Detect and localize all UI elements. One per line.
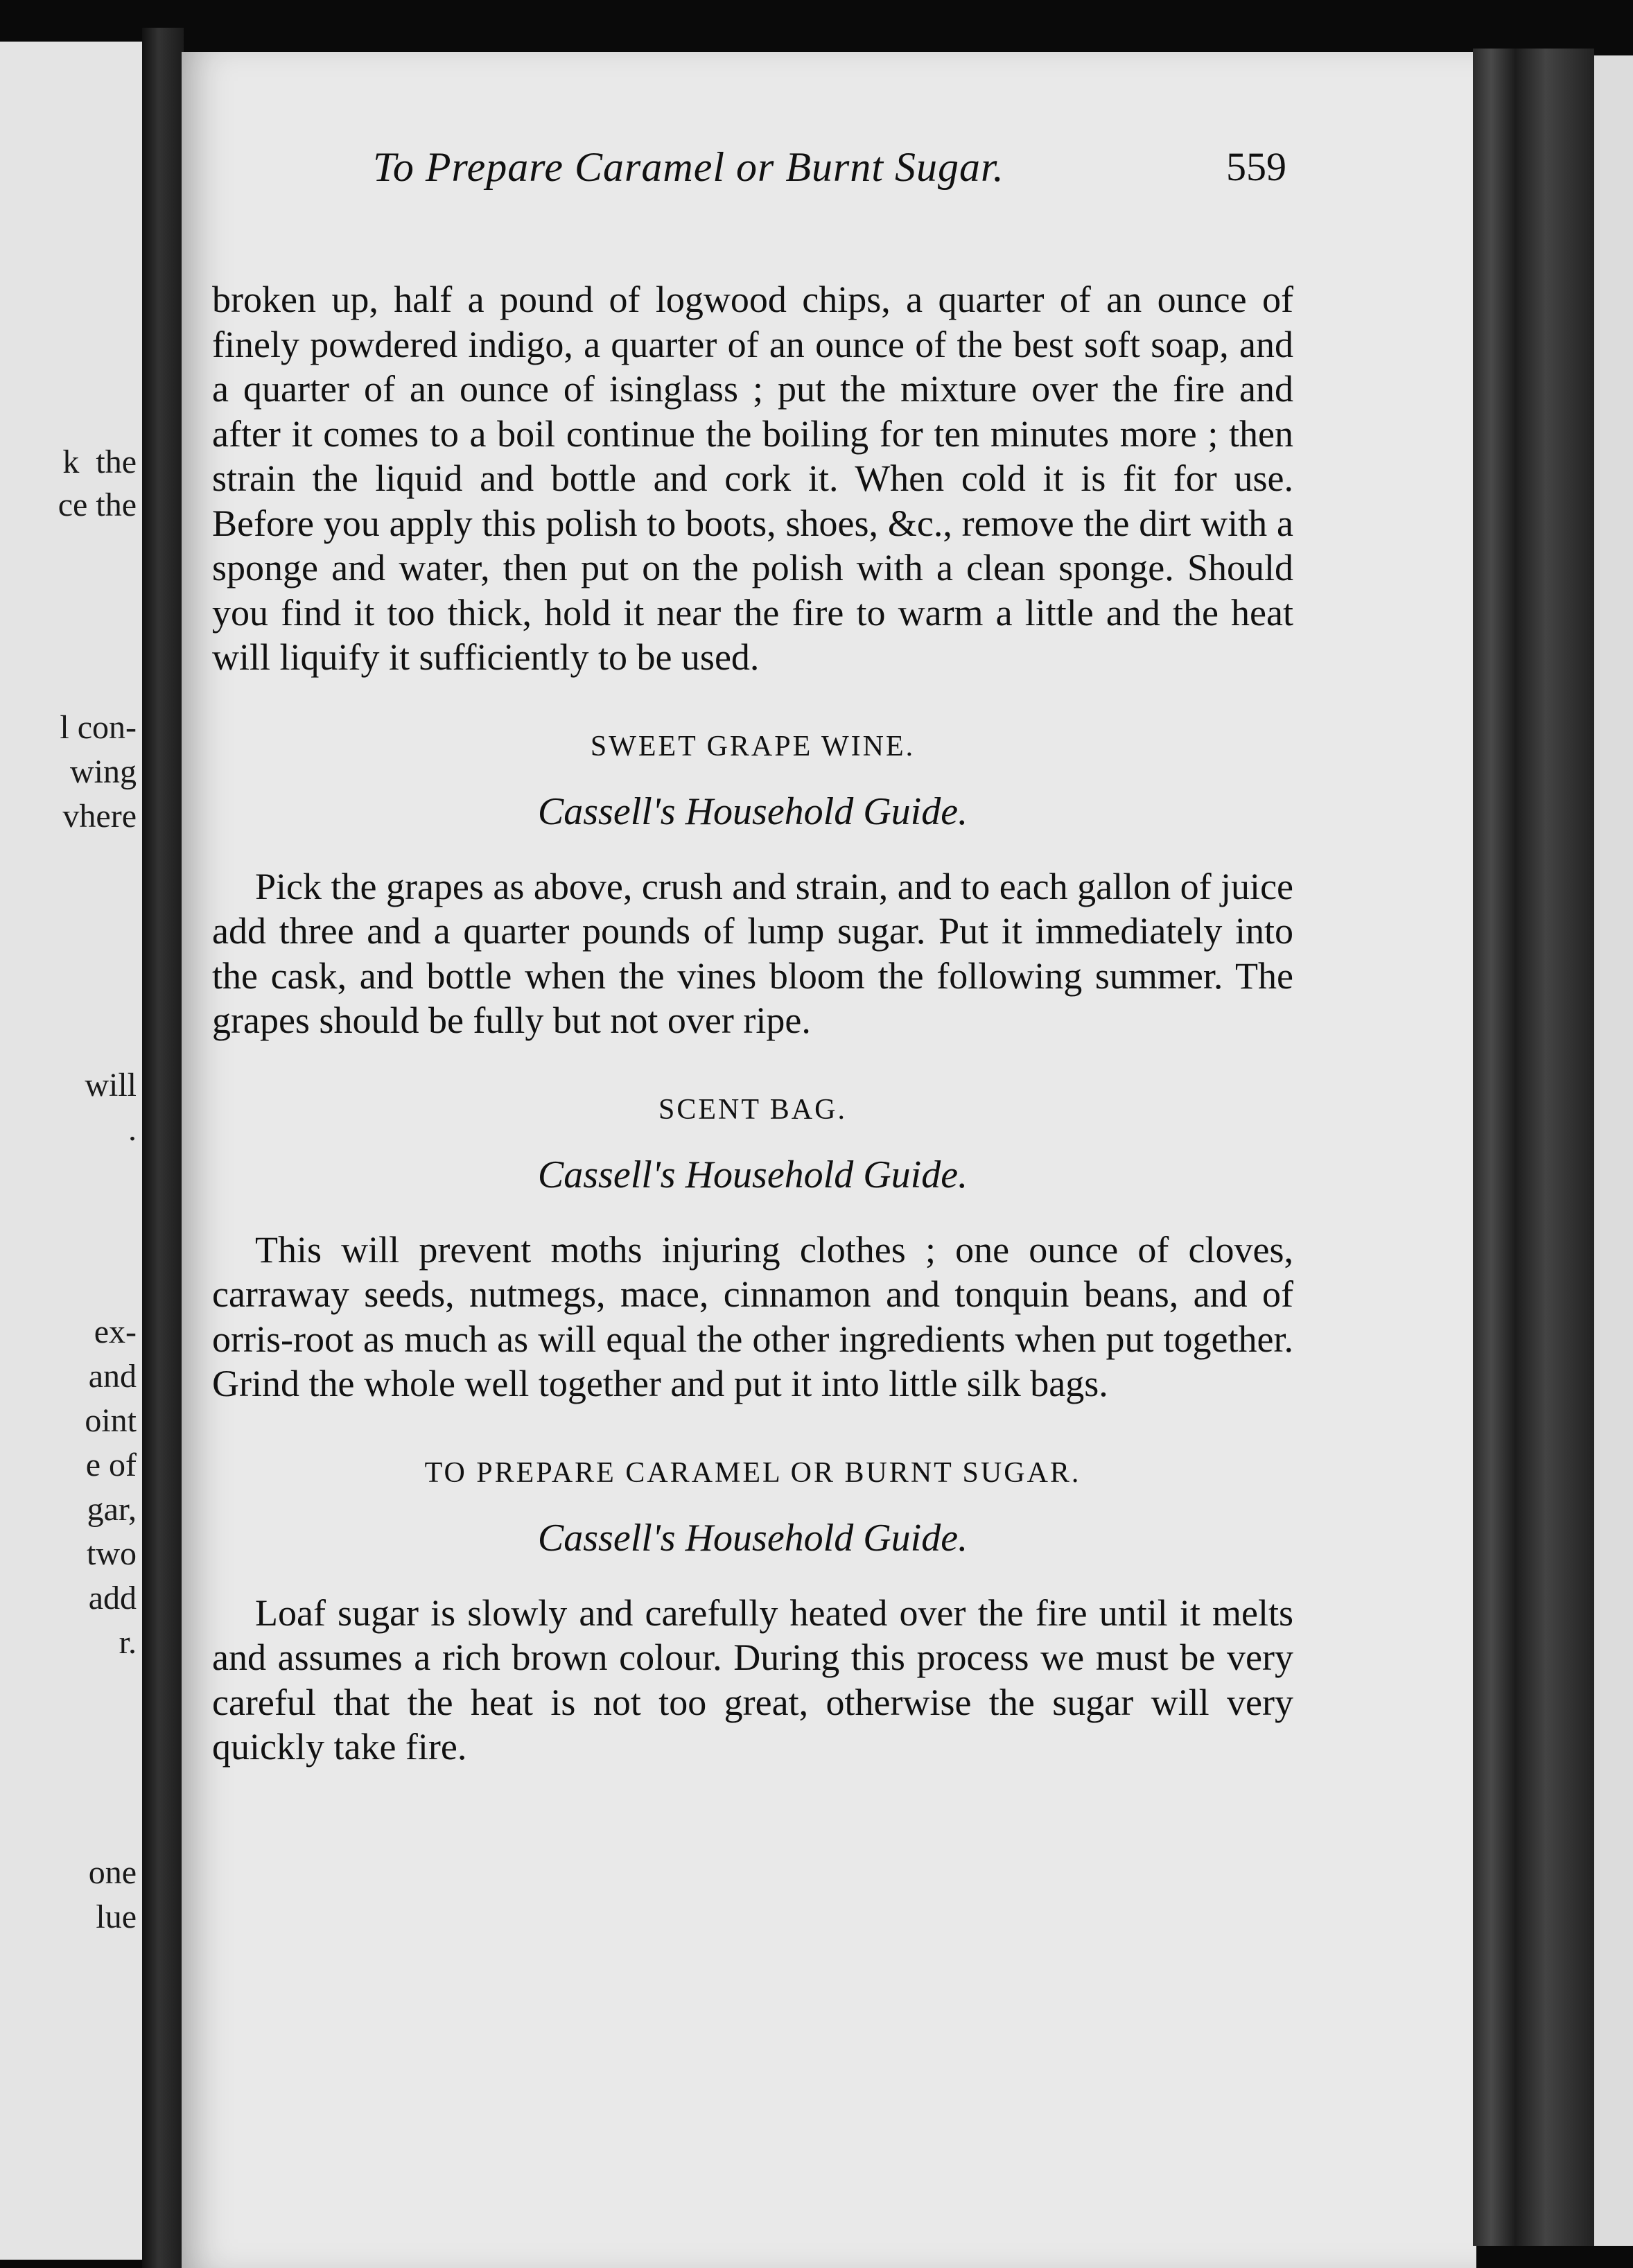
facing-page-line: lue: [96, 1899, 137, 1935]
facing-page-fragment: [0, 42, 149, 2260]
recipe-heading: SWEET GRAPE WINE.: [590, 730, 916, 762]
recipe-section: [212, 1452, 1293, 1770]
running-title: To Prepare Caramel or Burnt Sugar.: [373, 144, 1004, 190]
recipe-source: Cassell's Household Guide.: [537, 1153, 968, 1196]
facing-page-line: one: [88, 1854, 137, 1891]
book-gutter: [142, 28, 184, 2268]
page-number: 559: [1226, 144, 1286, 189]
facing-page-line: two: [87, 1535, 137, 1572]
recipe-heading: SCENT BAG.: [658, 1093, 847, 1126]
facing-page-line: will: [85, 1067, 137, 1104]
recipe-text: This will prevent moths injuring clothes ; one ounce of cloves, carraway seeds, nutmegs, mace, cinnamon and tonquin beans, and of orris-root as much as will equal the other ingredients when put together. Grind the whole well together and put it into little silk bags.: [212, 1228, 1293, 1404]
facing-page-line: wing: [70, 753, 137, 790]
page-body: [212, 277, 1293, 1770]
facing-page-line: k the: [62, 444, 137, 480]
recipe-text: Pick the grapes as above, crush and strain, and to each gallon of juice add three and a quarter pounds of lump sugar. Put it immediately into the cask, and bottle when the vines bloom the following summer. The grapes should be fully but not over ripe.: [212, 865, 1293, 1041]
facing-page-line: e of: [85, 1447, 137, 1483]
facing-page-line: and: [88, 1358, 137, 1395]
facing-page-line: vhere: [62, 798, 137, 835]
facing-page-line: .: [128, 1111, 137, 1148]
recipe-section: [212, 1089, 1293, 1406]
background-edge: [1594, 55, 1633, 2246]
facing-page-line: ex-: [94, 1314, 137, 1350]
facing-page-line: l con-: [60, 709, 137, 746]
recipe-section: [212, 726, 1293, 1043]
recipe-source: Cassell's Household Guide.: [537, 1516, 968, 1560]
recipe-text: Loaf sugar is slowly and carefully heated over the fire until it melts and assumes a rich brown colour. During this process we must be very careful that the heat is not too great, otherwise the sugar will very quickly take fire.: [212, 1591, 1293, 1768]
facing-page-line: r.: [119, 1624, 137, 1661]
facing-page-line: ce the: [58, 487, 137, 523]
facing-page-line: oint: [85, 1402, 137, 1439]
continuation-paragraph: broken up, half a pound of logwood chips, a quarter of an ounce of finely powdered indigo, a quarter of an ounce of the best soft soap, and a quarter of an ounce of isinglass ; put the mixture over the fire and after it comes to a boil continue the boiling for ten minutes more ; then strain the liquid and bottle and cork it. When cold it is fit for use. Before you apply this polish to boots, shoes, &c., remove the dirt with a sponge and water, then put on the polish with a clean sponge. Should you find it too thick, hold it near the fire to warm a little and the heat will liquify it sufficiently to be used.: [212, 279, 1293, 678]
recipe-source: Cassell's Household Guide.: [537, 790, 968, 833]
recipe-heading: TO PREPARE CARAMEL OR BURNT SUGAR.: [424, 1456, 1081, 1489]
page-block-edge: [1473, 49, 1594, 2246]
facing-page-line: add: [88, 1580, 137, 1616]
running-header: [186, 143, 1286, 213]
facing-page-line: gar,: [87, 1491, 137, 1528]
